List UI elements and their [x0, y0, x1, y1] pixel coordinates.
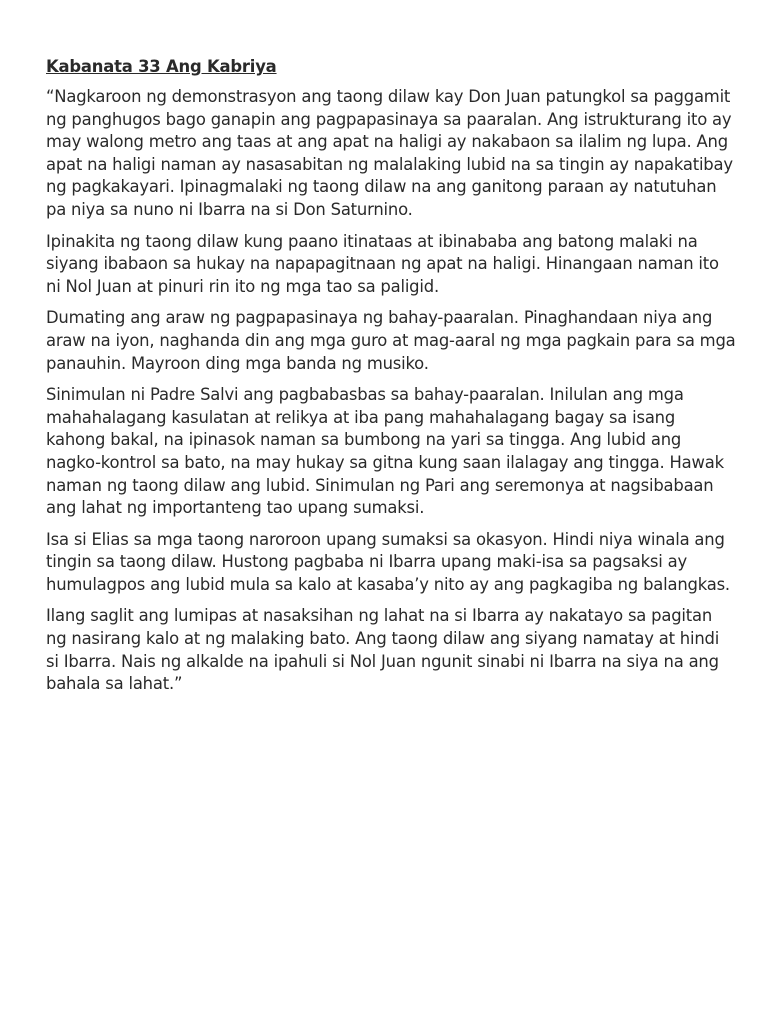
paragraph: Ilang saglit ang lumipas at nasaksihan ng lahat na si Ibarra ay nakatayo sa pagitan ng nasirang kalo at ng malaking bato. Ang taong dilaw ang siyang namatay at hindi si Ibarra. Nais ng alkalde na ipahuli si Nol Juan ngunit sinabi ni Ibarra na siya na ang bahala sa lahat.” [46, 606, 720, 694]
paragraph: Isa si Elias sa mga taong naroroon upang sumaksi sa okasyon. Hindi niya winala ang tingin sa taong dilaw. Hustong pagbaba ni Ibarra upang maki-isa sa pagsaksi ay humulagpos ang lubid mula sa kalo at kasaba’y nito ay ang pagkagiba ng balangkas. [46, 529, 730, 594]
paragraph: Ipinakita ng taong dilaw kung paano itinataas at ibinababa ang batong malaki na siyang ibabaon sa hukay na napapagitnaan ng apat na haligi. Hinangaan naman ito ni Nol Juan at pinuri rin ito ng mga tao sa paligid. [46, 231, 719, 296]
chapter-title: Kabanata 33 Ang Kabriya [46, 57, 277, 76]
paragraph: “Nagkaroon ng demonstrasyon ang taong dilaw kay Don Juan patungkol sa paggamit ng panghugos bago ganapin ang pagpapasinaya sa paaralan. Ang istrukturang ito ay may walong metro ang taas at ang apat na haligi ay nakabaon sa ilalim ng lupa. Ang apat na haligi naman ay nasasabitan ng malalaking lubid na sa tingin ay napakatibay ng pagkakayari. Ipinagmalaki ng taong dilaw na ang ganitong paraan ay natutuhan pa niya sa nuno ni Ibarra na si Don Saturnino. [46, 87, 733, 219]
paragraph: Sinimulan ni Padre Salvi ang pagbabasbas sa bahay-paaralan. Inilulan ang mga mahahalagang kasulatan at relikya at iba pang mahahalagang bagay sa isang kahong bakal, na ipinasok naman sa bumbong na yari sa tingga. Ang lubid ang nagko-kontrol sa bato, na may hukay sa gitna kung saan ilalagay ang tingga. Hawak naman ng taong dilaw ang lubid. Sinimulan ng Pari ang seremonya at nagsibabaan ang lahat ng importanteng tao upang sumaksi. [46, 385, 724, 518]
paragraph: Dumating ang araw ng pagpapasinaya ng bahay-paaralan. Pinaghandaan niya ang araw na iyon, naghanda din ang mga guro at mag-aaral ng mga pagkain para sa mga panauhin. Mayroon ding mga banda ng musiko. [46, 308, 736, 373]
document-page [46, 56, 736, 705]
